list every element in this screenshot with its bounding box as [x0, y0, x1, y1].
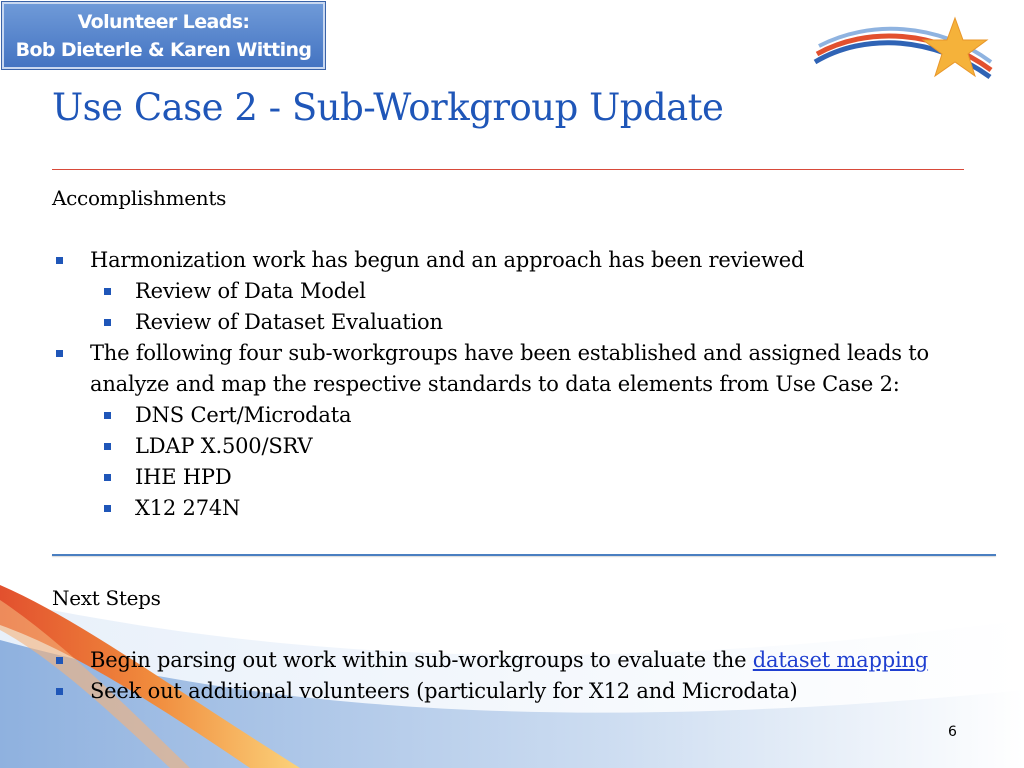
- list-item: [52, 245, 972, 276]
- list-item: [52, 676, 972, 707]
- square-bullet-icon: [56, 257, 63, 264]
- accomplishments-list: [52, 245, 972, 524]
- volunteer-leads-badge: [2, 2, 325, 69]
- badge-line-2: Bob Dieterle & Karen Witting: [15, 38, 312, 61]
- square-bullet-icon: [104, 505, 111, 512]
- list-subitem: [52, 307, 972, 338]
- list-subitem: [52, 276, 972, 307]
- list-item-text: Seek out additional volunteers (particularly for X12 and Microdata): [90, 679, 798, 703]
- list-subitem-text: IHE HPD: [135, 465, 232, 489]
- list-item: [52, 338, 972, 400]
- page-title: Use Case 2 - Sub-Workgroup Update: [52, 86, 724, 129]
- next-steps-heading: Next Steps: [52, 586, 161, 610]
- square-bullet-icon: [56, 657, 63, 664]
- badge-line-1: Volunteer Leads:: [77, 10, 250, 33]
- page-number: 6: [948, 724, 957, 740]
- list-subitem: [52, 493, 972, 524]
- square-bullet-icon: [104, 319, 111, 326]
- list-item: [52, 645, 972, 676]
- square-bullet-icon: [104, 474, 111, 481]
- list-subitem-text: Review of Dataset Evaluation: [135, 310, 443, 334]
- square-bullet-icon: [104, 412, 111, 419]
- list-subitem-text: X12 274N: [135, 496, 241, 520]
- title-divider: [52, 169, 964, 170]
- list-subitem: [52, 400, 972, 431]
- square-bullet-icon: [104, 443, 111, 450]
- list-item-text: Begin parsing out work within sub-workgroups to evaluate the: [90, 648, 753, 672]
- section-divider: [52, 554, 996, 556]
- list-item-text: Harmonization work has begun and an approach has been reviewed: [90, 248, 805, 272]
- list-subitem-text: Review of Data Model: [135, 279, 366, 303]
- next-steps-section: [52, 582, 972, 707]
- dataset-mapping-link[interactable]: dataset mapping: [752, 648, 929, 672]
- list-item-text: The following four sub-workgroups have been established and assigned leads to analyze and map the respective standards to data elements from Use Case 2:: [90, 341, 929, 396]
- star-swoosh-logo-icon: [805, 12, 1005, 97]
- list-subitem-text: DNS Cert/Microdata: [135, 403, 352, 427]
- list-subitem: [52, 431, 972, 462]
- accomplishments-section: [52, 182, 972, 524]
- square-bullet-icon: [104, 288, 111, 295]
- next-steps-list: [52, 645, 972, 707]
- list-subitem-text: LDAP X.500/SRV: [135, 434, 313, 458]
- square-bullet-icon: [56, 688, 63, 695]
- square-bullet-icon: [56, 350, 63, 357]
- accomplishments-heading: Accomplishments: [52, 186, 227, 210]
- list-subitem: [52, 462, 972, 493]
